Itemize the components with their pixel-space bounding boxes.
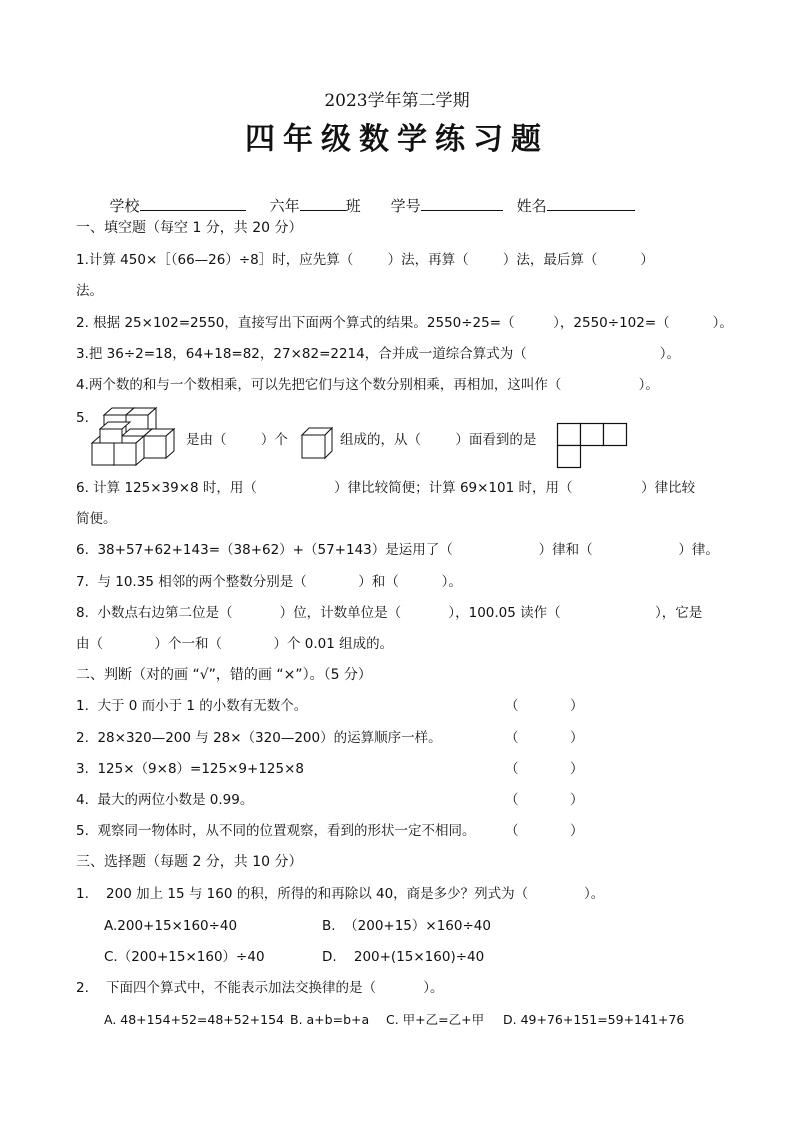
s2-item-4: 4. 最大的两位小数是 0.99。 (76, 792, 254, 808)
s1-q8-line2: 由（ ）个一和（ ）个 0.01 组成的。 (76, 636, 394, 652)
grade-blank[interactable] (300, 194, 346, 211)
page-title: 四年级数学练习题 (245, 122, 549, 157)
s2-item-3: 3. 125×（9×8）=125×9+125×8 (76, 761, 304, 777)
s3-q2-option-d[interactable]: D. 49+76+151=59+141+76 (503, 1012, 685, 1027)
s3-q2-option-c[interactable]: C. 甲+乙=乙+甲 (386, 1012, 485, 1027)
s1-q3: 3.把 36÷2=18，64+18=82，27×82=2214，合并成一道综合算式为（ ）。 (76, 346, 681, 362)
school-blank[interactable] (140, 194, 246, 211)
s1-q4: 4.两个数的和与一个数相乘，可以先把它们与这个数分别相乘，再相加，这叫作（ ）。 (76, 377, 659, 393)
section2-heading: 二、判断（对的画 “√”，错的画 “×”）。（5 分） (76, 667, 372, 683)
id-blank[interactable] (421, 194, 503, 211)
view-shape-figure (557, 423, 629, 469)
s2-item-5-answer[interactable]: （ ） (505, 823, 584, 839)
name-blank[interactable] (547, 194, 635, 211)
s3-q1-option-a[interactable]: A.200+15×160÷40 (104, 918, 238, 934)
class-label: 班 (345, 197, 361, 215)
s1-q2: 2. 根据 25×102=2550，直接写出下面两个算式的结果。2550÷25=（ ），2550÷102=（ ）。 (76, 315, 733, 331)
s1-q5-text1: 是由（ ）个 (186, 432, 288, 448)
name-label: 姓名 (516, 197, 547, 215)
grade-label: 六年 (269, 197, 300, 215)
section3-heading: 三、选择题（每题 2 分，共 10 分） (76, 854, 303, 870)
s2-item-2: 2. 28×320—200 与 28×（320—200）的运算顺序一样。 (76, 730, 442, 746)
s3-q1-option-b[interactable]: B. （200+15）×160÷40 (322, 918, 491, 934)
s3-q1-option-c[interactable]: C.（200+15×160）÷40 (104, 949, 265, 965)
s1-q6b: 6. 38+57+62+143=（38+62）+（57+143）是运用了（ ）律和（ ）律。 (76, 542, 719, 558)
s3-q2: 2. 下面四个算式中，不能表示加法交换律的是（ ）。 (76, 980, 444, 996)
s1-q5-number: 5. (76, 410, 89, 426)
s2-item-4-answer[interactable]: （ ） (505, 792, 584, 808)
single-cube-icon (302, 427, 334, 459)
s2-item-2-answer[interactable]: （ ） (505, 730, 584, 746)
s3-q1-option-d[interactable]: D. 200+(15×160)÷40 (322, 949, 485, 965)
s3-q2-option-b[interactable]: B. a+b=b+a (290, 1012, 370, 1027)
s1-q5-text2: 组成的，从（ ）面看到的是 (340, 432, 537, 448)
id-label: 学号 (390, 197, 421, 215)
s2-item-1-answer[interactable]: （ ） (505, 698, 584, 714)
cube-stack-figure (92, 405, 182, 467)
s1-q1-line1: 1.计算 450×［（66—26）÷8］时，应先算（ ）法，再算（ ）法，最后算（ ） (76, 252, 654, 268)
section1-heading: 一、填空题（每空 1 分，共 20 分） (76, 220, 303, 236)
page-term: 2023学年第二学期 (324, 91, 470, 111)
school-label: 学校 (109, 197, 140, 215)
s3-q1: 1. 200 加上 15 与 160 的积，所得的和再除以 40，商是多少？列式为（ ）。 (76, 886, 605, 902)
s2-item-3-answer[interactable]: （ ） (505, 761, 584, 777)
student-info-row (100, 172, 635, 217)
s3-q2-option-a[interactable]: A. 48+154+52=48+52+154 (104, 1012, 284, 1027)
s2-item-5: 5. 观察同一物体时，从不同的位置观察，看到的形状一定不相同。 (76, 823, 476, 839)
s1-q1-line2: 法。 (76, 283, 103, 299)
s1-q7: 7. 与 10.35 相邻的两个整数分别是（ ）和（ ）。 (76, 574, 462, 590)
s2-item-1: 1. 大于 0 而小于 1 的小数有无数个。 (76, 698, 308, 714)
s1-q6-line1: 6. 计算 125×39×8 时，用（ ）律比较简便；计算 69×101 时，用（ ）律比较 (76, 480, 696, 496)
s1-q6-line2: 简便。 (76, 511, 117, 527)
s1-q8-line1: 8. 小数点右边第二位是（ ）位，计数单位是（ ），100.05 读作（ ），它是 (76, 605, 703, 621)
